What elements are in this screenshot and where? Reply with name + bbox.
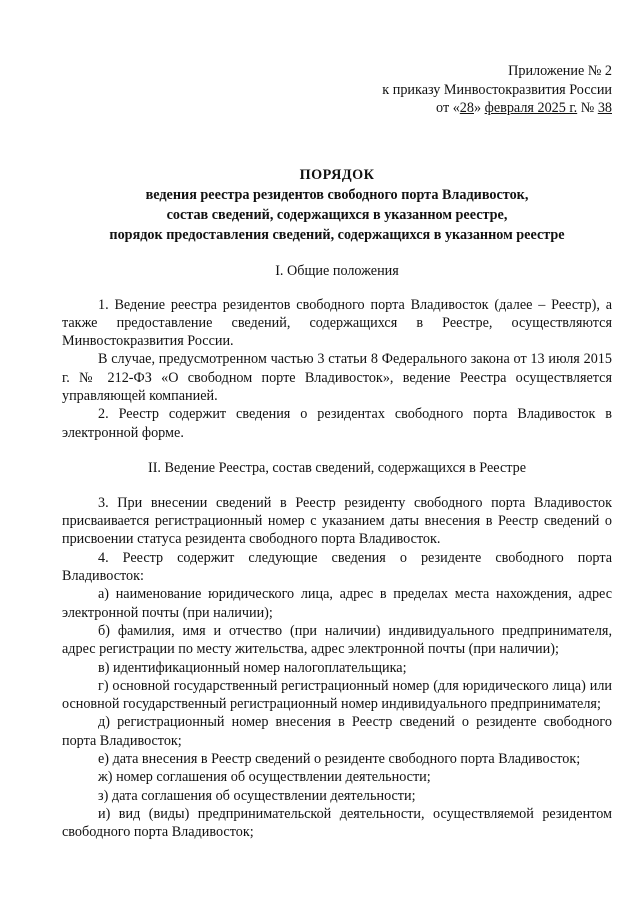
appendix-header bbox=[354, 62, 612, 118]
date-day: 28 bbox=[459, 100, 474, 116]
item-d: д) регистрационный номер внесения в Реестр сведений о резиденте свободного порта Владивосток; bbox=[62, 714, 612, 749]
item-v: в) идентификационный номер налогоплательщика; bbox=[98, 659, 407, 676]
paragraph-2: 2. Реестр содержит сведения о резидентах свободного порта Владивосток в электронной форме. bbox=[62, 406, 612, 441]
item-i: и) вид (виды) предпринимательской деятельности, осуществляемой резидентом свободного порта Владивосток; bbox=[62, 805, 612, 841]
item-zh: ж) номер соглашения об осуществлении деятельности; bbox=[98, 769, 431, 786]
paragraph-4: 4. Реестр содержит следующие сведения о резиденте свободного порта Владивосток: bbox=[62, 549, 612, 585]
paragraph-3: 3. При внесении сведений в Реестр резиденту свободного порта Владивосток присваивается регистрационный номер с указанием даты внесения в Реестр сведений о присвоении статуса резидента свободного порта Владивосток. bbox=[62, 494, 612, 548]
paragraph-1: 1. Ведение реестра резидентов свободного порта Владивосток (далее – Реестр), а также предоставление сведений, содержащихся в Реестре, осуществляются Минвостокразвития России. bbox=[62, 296, 612, 350]
title-subtitle-3: порядок предоставления сведений, содержащихся в указанном реестре bbox=[109, 226, 565, 243]
item-b: б) фамилия, имя и отчество (при наличии) индивидуального предпринимателя, адрес регистрации по месту жительства, адрес электронной почты (при наличии); bbox=[62, 622, 612, 658]
item-e: е) дата внесения в Реестр сведений о резиденте свободного порта Владивосток; bbox=[98, 751, 581, 768]
title-main: ПОРЯДОК bbox=[299, 166, 375, 183]
appendix-order-reference: к приказу Минвостокразвития России bbox=[382, 81, 612, 98]
item-g: г) основной государственный регистрационный номер (для юридического лица) или основной государственный регистрационный номер индивидуального предпринимателя; bbox=[62, 677, 612, 713]
item-z: з) дата соглашения об осуществлении деятельности; bbox=[98, 787, 416, 804]
appendix-order-date bbox=[354, 99, 612, 118]
section-1-heading: I. Общие положения bbox=[275, 262, 399, 279]
title-subtitle-2: состав сведений, содержащихся в указанном реестре, bbox=[166, 206, 508, 223]
date-mid: » bbox=[473, 100, 485, 116]
item-a: а) наименование юридического лица, адрес в пределах места нахождения, адрес электронной почты (при наличии); bbox=[62, 586, 612, 621]
section-2-body bbox=[62, 494, 612, 842]
order-number: 38 bbox=[597, 100, 612, 116]
order-number-prefix: № bbox=[577, 100, 598, 116]
document-title bbox=[62, 165, 612, 245]
date-month-year: февраля 2025 г. bbox=[484, 100, 578, 116]
section-1-body bbox=[62, 296, 612, 442]
appendix-number: Приложение № 2 bbox=[508, 63, 612, 79]
date-prefix: от « bbox=[436, 100, 460, 116]
paragraph-1-note: В случае, предусмотренном частью 3 статьи 8 Федерального закона от 13 июля 2015 г. № 212-ФЗ «О свободном порте Владивосток», ведение Реестра осуществляется управляющей компанией. bbox=[62, 351, 612, 404]
title-subtitle-1: ведения реестра резидентов свободного порта Владивосток, bbox=[145, 186, 529, 203]
section-2-heading: II. Ведение Реестра, состав сведений, содержащихся в Реестре bbox=[147, 459, 527, 476]
